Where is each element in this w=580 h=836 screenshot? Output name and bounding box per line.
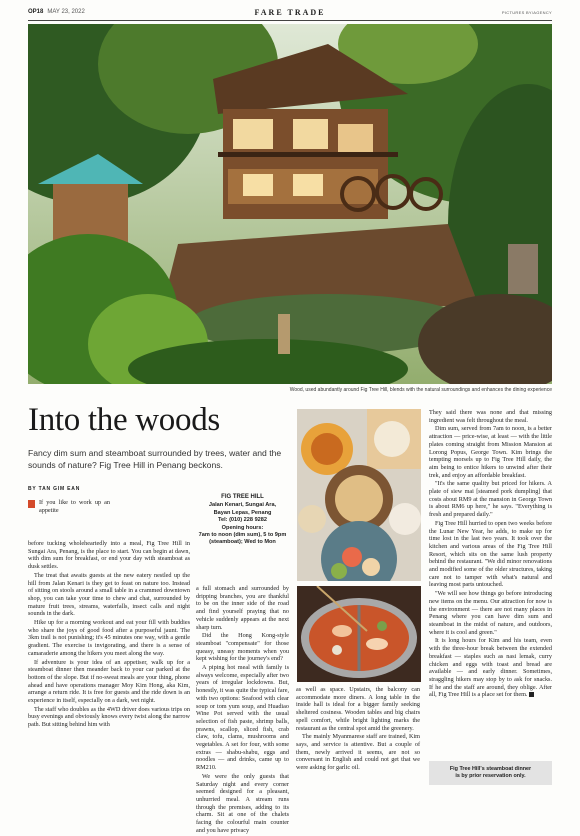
body-paragraph: The mainly Myanmarese staff are trained, Kim says, and service is attentive. But a couple of them, newly arrived it seems, are not so conversant in English and could not get that we were asking for garlic oil. (296, 733, 420, 772)
body-column-1 (28, 540, 190, 730)
hero-photo-graphic (28, 24, 552, 384)
body-paragraph: If adventure is your idea of an appetiser, walk up for a steamboat dinner then meander back to your car parked at the bottom of the slope. But if no-sweat meals are your thing, phone ahead and have operations manager Moy Kim Hong, aka Kim, arrange a return ride. It is free for guests and the ride down is an experience in itself, especially on a dark, wet night. (28, 658, 190, 705)
hero-caption: Wood, used abundantly around Fig Tree Hill, blends with the natural surroundings and enhances the dining experience (289, 387, 552, 393)
body-paragraph: They said there was none and that missing ingredient was felt throughout the meal. (429, 409, 552, 424)
steamboat-photo (297, 586, 421, 682)
body-paragraph: as well as space. Upstairs, the balcony can accommodate more diners. A long table in the inside hall is ideal for a bigger family seeking sheltered cosiness. Wooden tables and big chairs spell comfort, while bright lighting marks the restaurant as the central spot amid the greenery. (296, 686, 420, 732)
info-box-line: Opening hours: (221, 524, 264, 531)
steamboat-note-box (429, 761, 552, 785)
end-mark (529, 692, 534, 697)
body-paragraph: "We will see how things go before introducing new items on the menu. Our attraction for now is the environment — there are not many places in Penang where you can have dim sum and steamboat in the midst of nature, and outdoors, where it is cool and green." (429, 590, 552, 636)
body-paragraph: Did the Hong Kong-style steamboat "compensate" for those queasy, uneasy moments when you kept wishing for the journey's end? (196, 632, 289, 663)
body-paragraph: Dim sum, served from 7am to noon, is a better attraction — price-wise, at least — with the little plates coming straight from Mission Mansion at Lorong Popus, George Town. Kim brings the tempting morsels up to Fig Tree Hill daily, the aim being to entice hikers to unwind after their trek, and enjoy an affordable breakfast. (429, 425, 552, 479)
body-column-1-intro (28, 499, 110, 515)
closing-paragraph: It is long hours for Kim and his team, even with the three-hour break between the extended breakfast — staples such as nasi lemak, curry chicken and eggs with toast and bread are available — and early dinner. Sometimes, straggling hikers may stop by to ask for snacks. If he and the staff are around, they oblige. After all, Fig Tree Hill is a place set for them. (429, 637, 552, 699)
section-title: FARE TRADE (254, 8, 326, 17)
issue-date: MAY 23, 2022 (47, 9, 85, 15)
info-box-line: 7am to noon (dim sum), 5 to 9pm (198, 532, 287, 539)
body-paragraph: The treat that awaits guests at the new eatery nestled up the hill from Jalan Kenari is they get to feast on nature too. Instead of sitting on stools around a small table in a crammed downtown shop, you can take your time to chew and chat, surrounded by mature fruit trees, streams, waterfalls, insect calls and night sounds in the dark. (28, 571, 190, 618)
body-paragraph: "It's the same quality but priced for hikers. A plate of siew mai [steamed pork dumpling] that costs about RM9 at the mansion in George Town is about RM6 up here," he says. "Everything is fresh and prepared daily." (429, 480, 552, 519)
note-line: is by prior reservation only. (455, 773, 526, 779)
body-paragraph: The staff who doubles as the 4WD driver does various trips on busy evenings and obviously knows every twist along the narrow path. But sitting behind him with (28, 705, 190, 729)
body-paragraph: Hike up for a morning workout and eat your fill with buddies who share the joys of good food after a purposeful jaunt. The 3km trail is not punishing; it's 45 minutes one way, with a gentle gradient. The exercise is invigorating, and there is a sense of camaraderie among the hikers you meet along the way. (28, 619, 190, 657)
info-box (196, 494, 289, 547)
byline: BY TAN GIM EAN (28, 486, 81, 492)
body-paragraph: Fig Tree Hill hurried to open two weeks before the Lunar New Year, he adds, to make up for time lost in the last two years. It took over the kitchen and various areas of the Fig Tree Hill Resort, which sits on the same lush property behind the restaurant. "We did minor renovations and modified some of the older structures, taking care not to tamper with what's natural and leaving most parts untouched. (429, 519, 552, 589)
info-box-line: Bayan Lepas, Penang (213, 509, 272, 516)
dim-sum-photo-graphic (297, 409, 421, 581)
body-paragraph: a full stomach and surrounded by dripping branches, you are thankful to be on the inner side of the road and find yourself praying that no vehicle suddenly appears at the next sharp turn. (196, 585, 289, 631)
dim-sum-photo (297, 409, 421, 581)
body-paragraph (429, 637, 552, 699)
headline: Into the woods (28, 402, 220, 438)
body-column-2 (196, 585, 289, 836)
drop-cap-marker (28, 500, 35, 508)
page-header (28, 9, 552, 19)
body-paragraph: If you like to work up an appetite (39, 499, 110, 514)
photo-credit: PICTURES BY/AGENCY (501, 10, 552, 15)
hero-photo (28, 24, 552, 384)
header-rule (28, 20, 552, 21)
body-paragraph: We were the only guests that Saturday night and every corner seemed designed for a pleasant, unhurried meal. A stream runs through the premises, adding to its charm. Sit at one of the chalets facing the colourful main counter and you have privacy (196, 772, 289, 834)
info-box-line: Tel: (010) 228 9282 (217, 517, 268, 524)
body-column-3 (296, 686, 420, 773)
info-box-title: FIG TREE HILL (221, 494, 264, 500)
info-box-line: Jalan Kenari, Sungai Ara, (208, 502, 277, 509)
info-box-line: (steamboat); Wed to Mon (209, 539, 276, 546)
note-line: Fig Tree Hill's steamboat dinner (449, 766, 532, 772)
body-column-4 (429, 409, 552, 700)
page-number: OP18 MAY 23, 2022 (28, 9, 85, 15)
standfirst: Fancy dim sum and steamboat surrounded by trees, water and the sounds of nature? Fig Tree Hill in Penang beckons. (28, 448, 282, 470)
body-paragraph: before tucking wholeheartedly into a meal, Fig Tree Hill in Sungai Ara, Penang, is the place to start. You can begin at dawn, with dim sum for breakfast, or end your day with steamboat as dusk settles. (28, 540, 190, 571)
steamboat-photo-graphic (297, 586, 421, 682)
body-paragraph: A piping hot meal with family is always welcome, especially after two years of irregular lockdowns. But, honestly, it was quite the typical fare, with two options: Seafood with clear soup or tom yum soup, and Huadiao Wine Pot served with the usual selection of fish paste, shrimp balls, prawns, scallop, sliced fish, crab claw, tofu, clams, mushrooms and vegetables. A set for four, with some extras — shabu-shabu, eggs and noodles — and drinks, came up to RM210. (196, 664, 289, 772)
